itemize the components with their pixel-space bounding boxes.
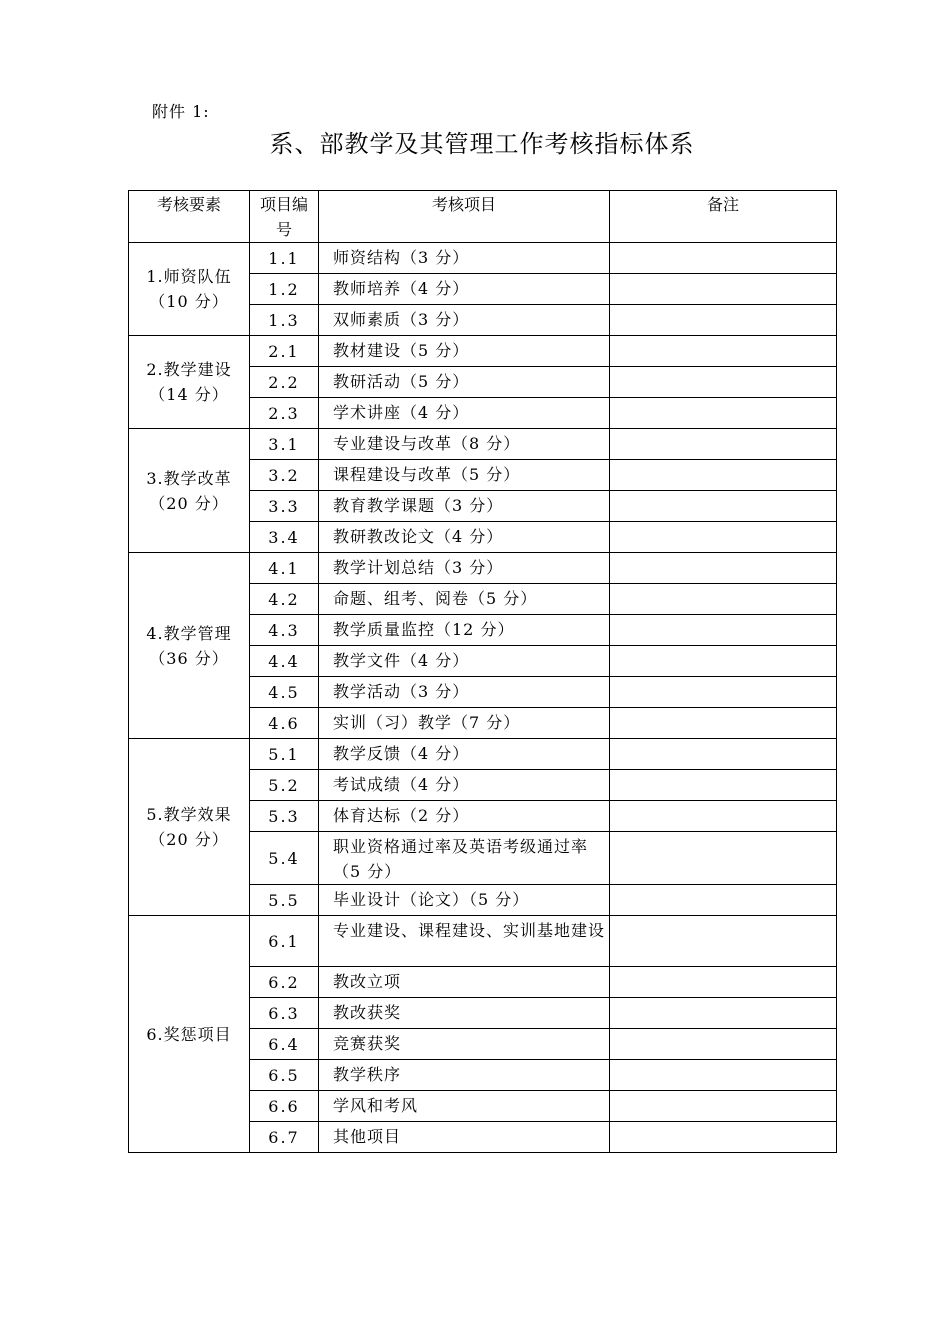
note-cell	[610, 916, 837, 967]
item-code: 3.1	[250, 429, 319, 460]
item-code: 2.2	[250, 367, 319, 398]
item-name: 师资结构（3 分）	[319, 243, 610, 274]
item-name: 竞赛获奖	[319, 1029, 610, 1060]
item-name: 教改获奖	[319, 998, 610, 1029]
item-name: 职业资格通过率及英语考级通过率（5 分）	[319, 832, 610, 885]
factor-cell	[129, 336, 250, 429]
header-factor: 考核要素	[129, 191, 250, 243]
table-row	[129, 243, 837, 274]
item-code: 6.6	[250, 1091, 319, 1122]
note-cell	[610, 739, 837, 770]
header-item: 考核项目	[319, 191, 610, 243]
item-code: 5.5	[250, 885, 319, 916]
item-code: 6.1	[250, 916, 319, 967]
item-name: 毕业设计（论文）（5 分）	[319, 885, 610, 916]
table-row	[129, 739, 837, 770]
note-cell	[610, 367, 837, 398]
item-code: 5.2	[250, 770, 319, 801]
note-cell	[610, 708, 837, 739]
item-code: 4.5	[250, 677, 319, 708]
note-cell	[610, 274, 837, 305]
item-code: 6.5	[250, 1060, 319, 1091]
note-cell	[610, 998, 837, 1029]
factor-cell	[129, 243, 250, 336]
item-code: 3.4	[250, 522, 319, 553]
factor-points: （36 分）	[149, 648, 229, 668]
item-name: 考试成绩（4 分）	[319, 770, 610, 801]
item-name: 教学计划总结（3 分）	[319, 553, 610, 584]
factor-cell	[129, 429, 250, 553]
item-name: 实训（习）教学（7 分）	[319, 708, 610, 739]
table-row	[129, 429, 837, 460]
item-name: 专业建设、课程建设、实训基地建设	[319, 916, 610, 967]
item-code: 4.6	[250, 708, 319, 739]
factor-points: （20 分）	[149, 493, 229, 513]
header-code: 项目编号	[250, 191, 319, 243]
item-name: 教师培养（4 分）	[319, 274, 610, 305]
note-cell	[610, 584, 837, 615]
item-name: 体育达标（2 分）	[319, 801, 610, 832]
item-code: 5.1	[250, 739, 319, 770]
note-cell	[610, 615, 837, 646]
note-cell	[610, 1060, 837, 1091]
table-body	[129, 243, 837, 1153]
factor-points: （10 分）	[149, 292, 229, 311]
item-name: 其他项目	[319, 1122, 610, 1153]
factor-name: 1.师资队伍	[146, 267, 232, 286]
factor-points: （14 分）	[149, 385, 229, 404]
factor-name: 5.教学效果	[146, 805, 232, 824]
factor-name: 2.教学建设	[146, 360, 232, 379]
item-name: 教材建设（5 分）	[319, 336, 610, 367]
item-name: 教研活动（5 分）	[319, 367, 610, 398]
item-name: 教学反馈（4 分）	[319, 739, 610, 770]
note-cell	[610, 1029, 837, 1060]
attachment-label: 附件 1:	[152, 102, 210, 121]
item-code: 4.1	[250, 553, 319, 584]
item-code: 2.3	[250, 398, 319, 429]
document-title: 系、部教学及其管理工作考核指标体系	[269, 130, 695, 158]
note-cell	[610, 1122, 837, 1153]
factor-name: 3.教学改革	[146, 468, 232, 488]
item-code: 5.3	[250, 801, 319, 832]
header-note: 备注	[610, 191, 837, 243]
item-code: 6.7	[250, 1122, 319, 1153]
item-code: 1.2	[250, 274, 319, 305]
item-name: 学风和考风	[319, 1091, 610, 1122]
note-cell	[610, 305, 837, 336]
note-cell	[610, 801, 837, 832]
item-name: 双师素质（3 分）	[319, 305, 610, 336]
item-name: 教学质量监控（12 分）	[319, 615, 610, 646]
item-name: 课程建设与改革（5 分）	[319, 460, 610, 491]
item-name: 教育教学课题（3 分）	[319, 491, 610, 522]
note-cell	[610, 243, 837, 274]
factor-cell	[129, 553, 250, 739]
factor-cell	[129, 739, 250, 916]
item-code: 3.3	[250, 491, 319, 522]
note-cell	[610, 1091, 837, 1122]
note-cell	[610, 646, 837, 677]
factor-name: 4.教学管理	[146, 623, 232, 643]
item-code: 6.4	[250, 1029, 319, 1060]
item-code: 6.3	[250, 998, 319, 1029]
item-name: 教学秩序	[319, 1060, 610, 1091]
item-code: 4.2	[250, 584, 319, 615]
factor-cell	[129, 916, 250, 1153]
note-cell	[610, 885, 837, 916]
item-code: 1.1	[250, 243, 319, 274]
item-name: 专业建设与改革（8 分）	[319, 429, 610, 460]
item-name: 教改立项	[319, 967, 610, 998]
note-cell	[610, 398, 837, 429]
item-code: 5.4	[250, 832, 319, 885]
table-row	[129, 553, 837, 584]
table-row	[129, 336, 837, 367]
note-cell	[610, 677, 837, 708]
note-cell	[610, 967, 837, 998]
table-header-row	[129, 191, 837, 243]
item-code: 4.4	[250, 646, 319, 677]
item-name: 教学活动（3 分）	[319, 677, 610, 708]
item-code: 4.3	[250, 615, 319, 646]
note-cell	[610, 460, 837, 491]
item-code: 3.2	[250, 460, 319, 491]
table-row	[129, 916, 837, 967]
note-cell	[610, 522, 837, 553]
note-cell	[610, 336, 837, 367]
item-code: 6.2	[250, 967, 319, 998]
note-cell	[610, 770, 837, 801]
item-name: 教学文件（4 分）	[319, 646, 610, 677]
item-name: 命题、组考、阅卷（5 分）	[319, 584, 610, 615]
item-code: 2.1	[250, 336, 319, 367]
note-cell	[610, 491, 837, 522]
note-cell	[610, 429, 837, 460]
item-name: 学术讲座（4 分）	[319, 398, 610, 429]
note-cell	[610, 832, 837, 885]
assessment-table	[128, 190, 837, 1153]
item-name: 教研教改论文（4 分）	[319, 522, 610, 553]
item-code: 1.3	[250, 305, 319, 336]
factor-points: （20 分）	[149, 830, 229, 849]
factor-name: 6.奖惩项目	[146, 1024, 232, 1044]
note-cell	[610, 553, 837, 584]
